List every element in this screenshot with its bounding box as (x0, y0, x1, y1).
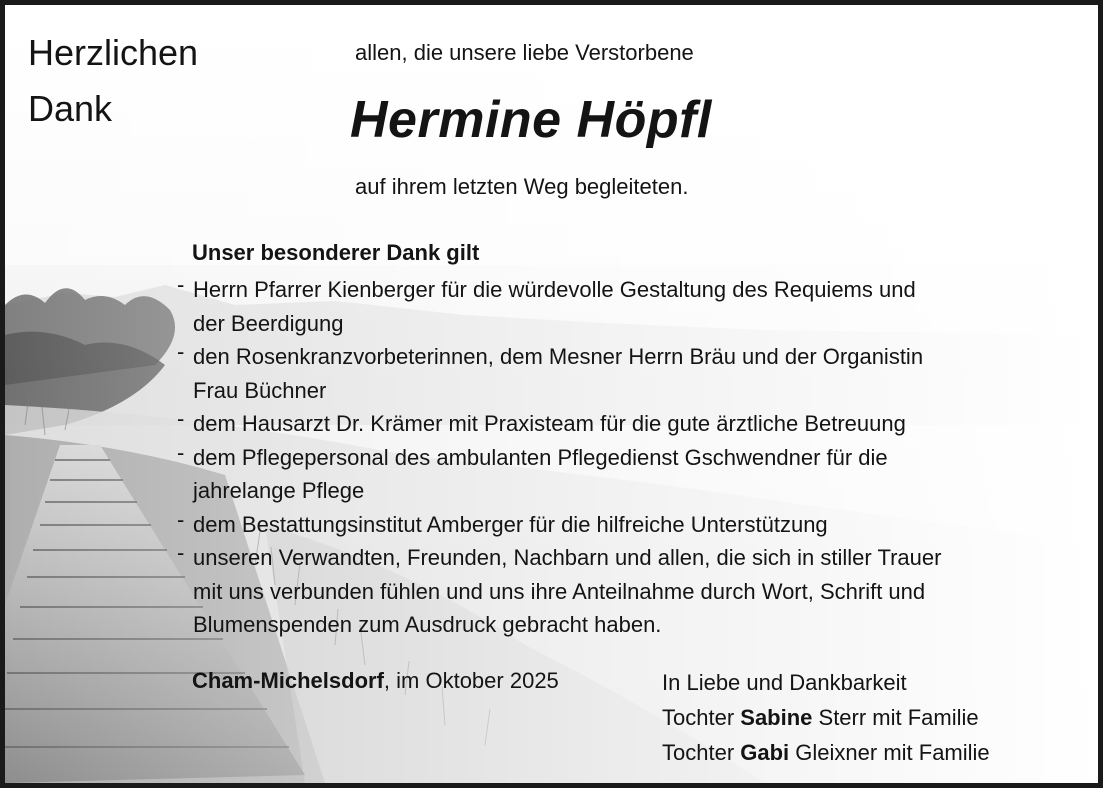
list-item-line: dem Hausarzt Dr. Krämer mit Praxisteam für die gute ärztliche Betreuung (193, 411, 906, 436)
list-dash: - (177, 439, 185, 465)
list-item-line: Frau Büchner (193, 377, 327, 403)
signature-suffix: Sterr mit Familie (812, 705, 979, 730)
list-item (177, 508, 1077, 542)
thanks-list (177, 273, 1077, 642)
list-item-line: jahrelange Pflege (193, 478, 365, 503)
signature-line (662, 700, 990, 735)
signature-prefix: Tochter (662, 740, 741, 765)
list-item (177, 340, 1077, 407)
list-dash: - (177, 272, 185, 297)
list-dash: - (177, 540, 185, 565)
intro-text: allen, die unsere liebe Verstorbene (355, 40, 694, 65)
date-text: , im Oktober 2025 (383, 668, 559, 693)
signature-block (662, 665, 990, 770)
deceased-name: Hermine Höpfl (350, 91, 712, 149)
list-item (177, 541, 1077, 642)
list-item-line: mit uns verbunden fühlen und uns ihre Anteilnahme durch Wort, Schrift und (193, 578, 926, 604)
signature-name: Gabi (740, 740, 790, 765)
list-item (177, 407, 1077, 441)
signature-line (662, 735, 990, 770)
list-item-line: Herrn Pfarrer Kienberger für die würdevolle Gestaltung des Requiems und (193, 277, 916, 302)
heading-dank: Dank (28, 88, 113, 129)
place-name: Cham-Michelsdorf (192, 668, 384, 693)
list-item-line: den Rosenkranzvorbeterinnen, dem Mesner Herrn Bräu und der Organistin (193, 344, 924, 369)
list-item-line: unseren Verwandten, Freunden, Nachbarn und allen, die sich in stiller Trauer (193, 545, 942, 570)
closing-text: In Liebe und Dankbarkeit (662, 670, 907, 695)
list-dash: - (177, 506, 185, 532)
list-dash: - (177, 339, 185, 364)
signature-prefix: Tochter (662, 705, 741, 730)
thanks-title: Unser besonderer Dank gilt (192, 240, 480, 265)
list-item (177, 273, 1077, 340)
signature-suffix: Gleixner mit Familie (789, 740, 990, 765)
list-item-line: der Beerdigung (193, 310, 344, 336)
after-name-text: auf ihrem letzten Weg begleiteten. (355, 174, 689, 199)
signature-name: Sabine (740, 705, 813, 730)
list-item (177, 441, 1077, 508)
place-date-line (192, 665, 559, 697)
list-item-line: Blumenspenden zum Ausdruck gebracht haben. (193, 612, 662, 637)
list-dash: - (177, 406, 185, 431)
list-item-line: dem Bestattungsinstitut Amberger für die hilfreiche Unterstützung (193, 511, 828, 537)
list-item-line: dem Pflegepersonal des ambulanten Pflegedienst Gschwendner für die (193, 444, 888, 470)
heading-herzlichen: Herzlichen (28, 32, 199, 73)
